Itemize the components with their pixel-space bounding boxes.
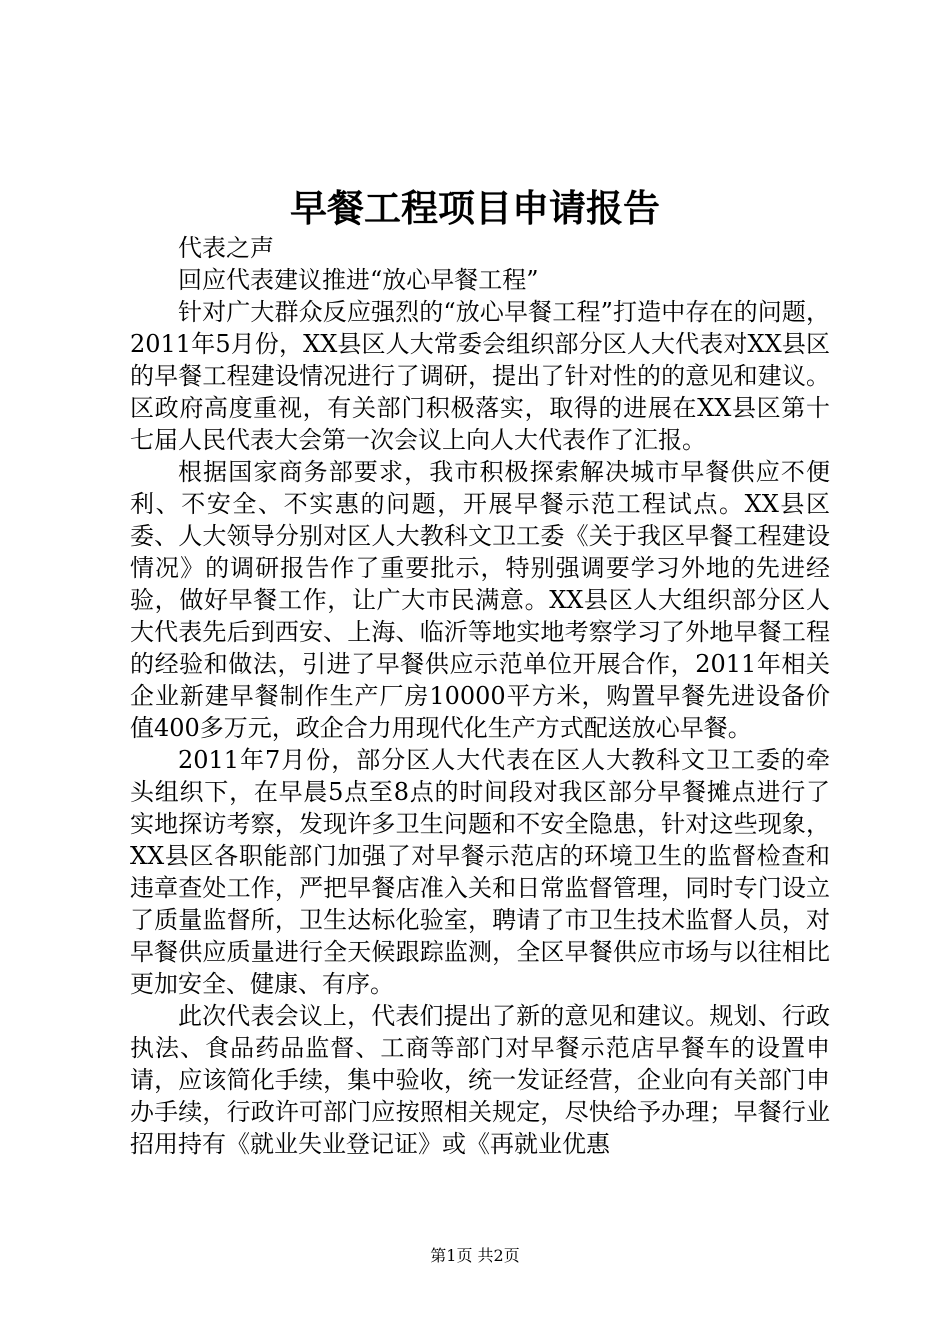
document-body bbox=[130, 232, 830, 1160]
paragraph: 回应代表建议推进“放心早餐工程” bbox=[178, 266, 539, 294]
paragraph: 针对广大群众反应强烈的“放心早餐工程”打造中存在的问题，2011年5月份，XX县区人大常委会组织部分区人大代表对XX县区的早餐工程建设情况进行了调研，提出了针对性的的意见和建议。区政府高度重视，有关部门积极落实，取得的进展在XX县区第十七届人民代表大会第一次会议上向人大代表作了汇报。 bbox=[130, 298, 830, 454]
page-footer: 第1页 共2页 bbox=[430, 1246, 520, 1265]
paragraph: 此次代表会议上，代表们提出了新的意见和建议。规划、行政执法、食品药品监督、工商等部门对早餐示范店早餐车的设置申请，应该简化手续，集中验收，统一发证经营，企业向有关部门申办手续，行政许可部门应按照相关规定，尽快给予办理；早餐行业招用持有《就业失业登记证》或《再就业优惠 bbox=[130, 1002, 830, 1158]
paragraph: 2011年7月份，部分区人大代表在区人大教科文卫工委的牵头组织下，在早晨5点至8点的时间段对我区部分早餐摊点进行了实地探访考察，发现许多卫生问题和不安全隐患，针对这些现象，XX县区各职能部门加强了对早餐示范店的环境卫生的监督检查和违章查处工作，严把早餐店准入关和日常监督管理，同时专门设立了质量监督所，卫生达标化验室，聘请了市卫生技术监督人员，对早餐供应质量进行全天候跟踪监测，全区早餐供应市场与以往相比更加安全、健康、有序。 bbox=[130, 746, 830, 998]
paragraph: 根据国家商务部要求，我市积极探索解决城市早餐供应不便利、不安全、不实惠的问题，开展早餐示范工程试点。XX县区委、人大领导分别对区人大教科文卫工委《关于我区早餐工程建设情况》的调研报告作了重要批示，特别强调要学习外地的先进经验，做好早餐工作，让广大市民满意。XX县区人大组织部分区人大代表先后到西安、上海、临沂等地实地考察学习了外地早餐工程的经验和做法，引进了早餐供应示范单位开展合作，2011年相关企业新建早餐制作生产厂房10000平方米，购置早餐先进设备价值400多万元，政企合力用现代化生产方式配送放心早餐。 bbox=[130, 458, 830, 742]
document-title: 早餐工程项目申请报告 bbox=[290, 186, 660, 230]
paragraph: 代表之声 bbox=[178, 234, 274, 262]
